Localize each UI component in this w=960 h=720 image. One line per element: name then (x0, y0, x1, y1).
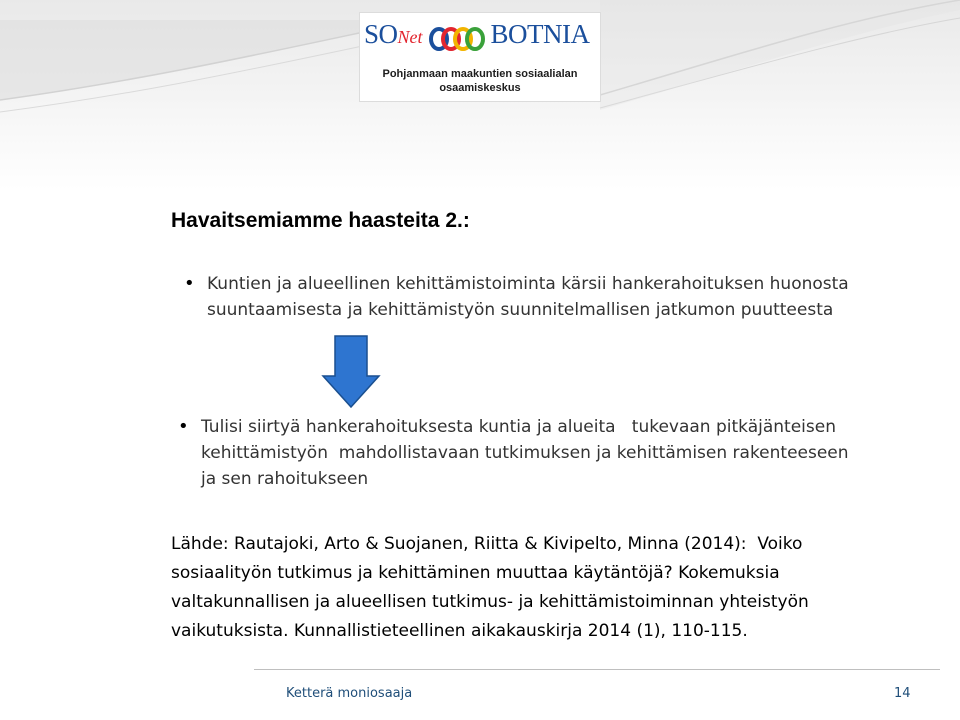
bullet2-line2: kehittämistyön mahdollistavaan tutkimuksen ja kehittämisen rakenteeseen (201, 443, 849, 463)
bullet-dot-icon: • (178, 416, 189, 437)
down-arrow-icon (321, 335, 381, 409)
bullet1-line1: Kuntien ja alueellinen kehittämistoiminta kärsii hankerahoituksen huonosta (207, 274, 849, 294)
source-citation (171, 530, 941, 646)
source-line2: sosiaalityön tutkimus ja kehittäminen muuttaa käytäntöjä? Kokemuksia (171, 563, 780, 583)
logo-subtitle (360, 67, 600, 95)
bullet-point-1 (184, 271, 937, 323)
page-number: 14 (894, 686, 911, 701)
bullet-dot-icon: • (184, 273, 195, 294)
bullet-point-2 (178, 414, 941, 492)
logo-subtitle-line1: Pohjanmaan maakuntien sosiaalialan (382, 68, 578, 80)
source-line4: vaikutuksista. Kunnallistieteellinen aikakauskirja 2014 (1), 110-115. (171, 621, 748, 641)
bullet2-line1: Tulisi siirtyä hankerahoituksesta kuntia ja alueita tukevaan pitkäjänteisen (201, 417, 836, 437)
sonet-botnia-logo (359, 12, 601, 102)
colored-rings-icon (429, 24, 485, 54)
slide-heading: Havaitsemiamme haasteita 2.: (171, 209, 470, 232)
source-line1: Lähde: Rautajoki, Arto & Suojanen, Riitta & Kivipelto, Minna (2014): Voiko (171, 534, 803, 554)
footer-divider (254, 669, 940, 670)
bullet2-line3: ja sen rahoitukseen (201, 469, 369, 489)
logo-subtitle-line2: osaamiskeskus (439, 82, 521, 94)
logo-brand-net: Net (397, 27, 423, 47)
logo-brand-so: SO (364, 19, 398, 49)
bullet1-line2: suuntaamisesta ja kehittämistyön suunnitelmallisen jatkumon puutteesta (207, 300, 834, 320)
source-line3: valtakunnallisen ja alueellisen tutkimus- ja kehittämistoiminnan yhteistyön (171, 592, 809, 612)
footer-title: Ketterä moniosaaja (286, 686, 413, 701)
logo-brand-botnia: BOTNIA (490, 19, 590, 49)
